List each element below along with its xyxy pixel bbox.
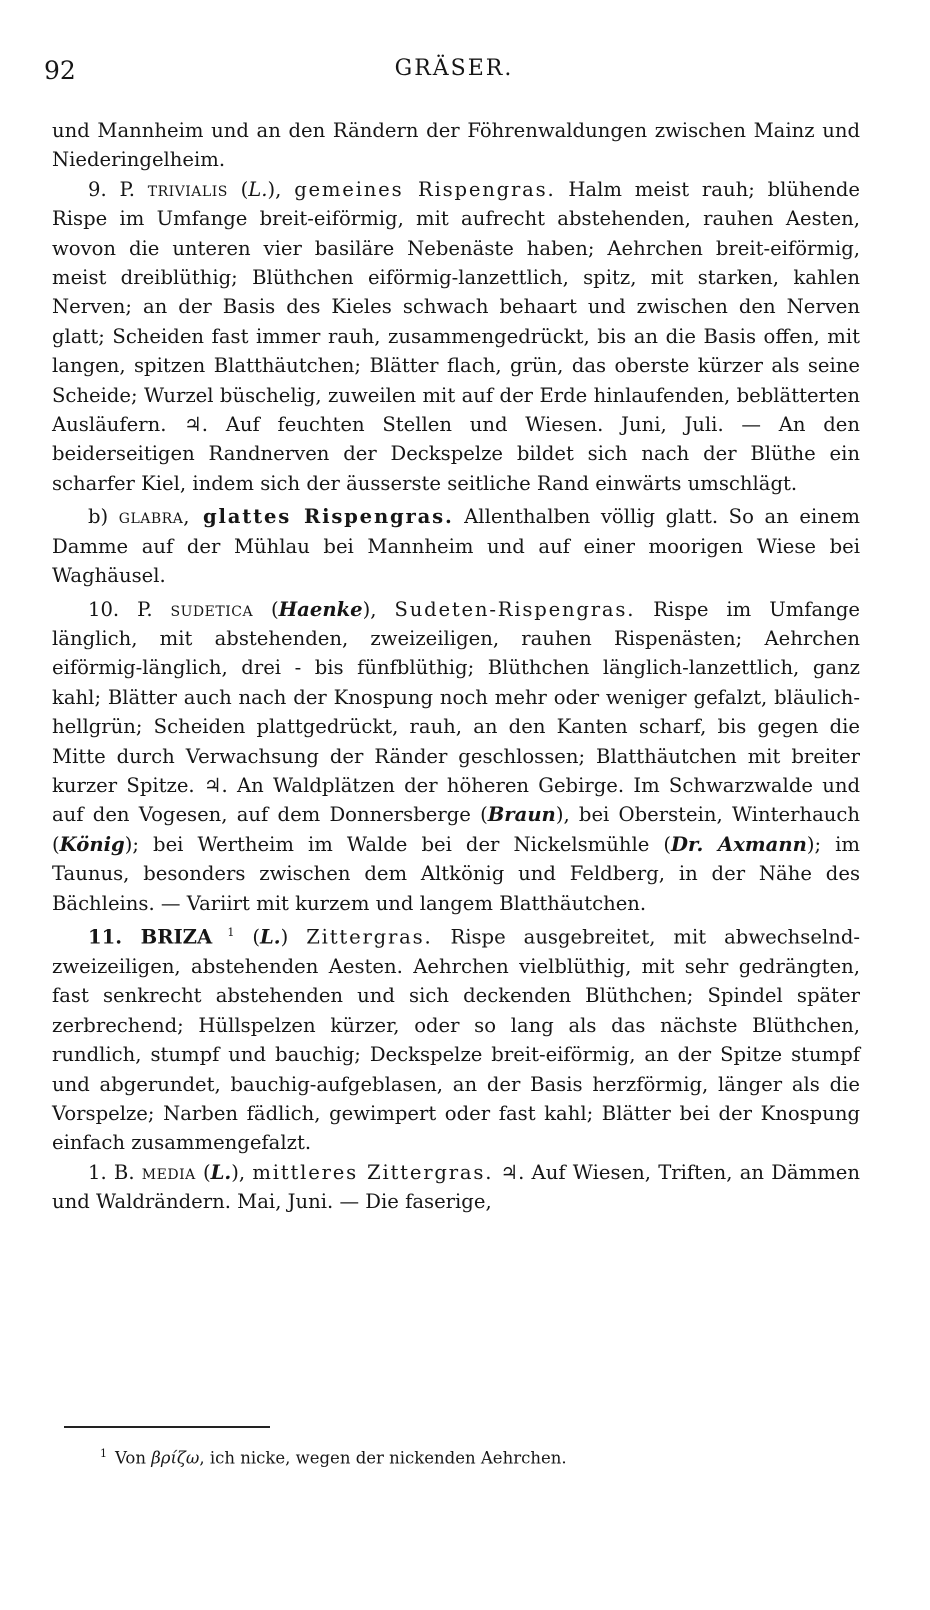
species-name: sudetica [170,597,254,621]
citation: Dr. Axmann [671,832,807,856]
description: Rispe ausgebreitet, mit abwechselnd-zweizeiligen, abstehenden Aesten. Aehrchen vielblüthig, mit sehr gedrängten, fast senkrecht abstehenden und sich deckenden Blüthchen; Spindel später zerbrechend; Hüllspelzen kürzer, oder so lang als das nächste Blüthchen, rundlich, stumpf und bauchig; Deckspelze breit-eiförmig, an der Spitze stumpf und abgerundet, bauchig-aufgeblasen, an der Basis herzförmig, länger als die Vorspelze; Narben fädlich, gewimpert oder fast kahl; Blätter bei der Knospung einfach zusammengefalzt. [52,925,860,1155]
common-name: mittleres Zittergras. [252,1160,494,1184]
variety-label: b) [88,505,119,529]
citation: König [59,832,125,856]
entry-number: 9. P. [88,177,135,201]
description: Allenthalben völlig glatt. So an einem Damme auf der Mühlau bei Mannheim und auf einer moorigen Wiese bei Waghäusel. [52,505,861,588]
description: ♃. Auf Wiesen, Triften, an Dämmen und Waldrändern. Mai, Juni. — Die faserige, [52,1160,860,1214]
footnote-divider [64,1426,270,1428]
common-name: Sudeten-Rispengras. [394,597,636,621]
footnote-reference: 1 [212,925,235,939]
running-title: GRÄSER. [394,56,514,81]
page-header [44,56,864,88]
description: Rispe im Umfange länglich, mit abstehenden, zweizeiligen, rauhen Rispenästen; Aehrchen eiförmig-länglich, drei - bis fünfblüthig; Blüthchen länglich-lanzettlich, ganz kahl; Blätter auch nach der Knospung noch mehr oder weniger gefalzt, bläulich-hellgrün; Scheiden plattgedrückt, rauh, an den Kanten scharf, bis gegen die Mitte durch Verwachsung der Ränder geschlossen; Blatthäutchen mit breiter kurzer Spitze. ♃. An Waldplätzen der höheren Gebirge. Im Schwarzwalde und auf den Vogesen, auf dem Donnersberge ( [52,597,860,827]
entry-poa-trivialis: 9. P. trivialis (L.), gemeines Rispengras. Halm meist rauh; blühende Rispe im Umfange breit-eiförmig, mit aufrecht abstehenden, rauhen Aesten, wovon die unteren vier basiläre Nebenäste haben; Aehrchen breit-eiförmig, meist dreiblüthig; Blüthchen eiförmig-lanzettlich, spitz, mit starken, kahlen Nerven; an der Basis des Kieles schwach behaart und zwischen den Nerven glatt; Scheiden fast immer rauh, zusammengedrückt, bis an die Basis offen, mit langen, spitzen Blatthäutchen; Blätter flach, grün, das oberste kürzer als seine Scheide; Wurzel büschelig, zuweilen mit auf der Erde hinlaufenden, beblätterten Ausläufern. ♃. Auf feuchten Stellen und Wiesen. Juni, Juli. — An den beiderseitigen Randnerven der Deckspelze bildet sich nach der Blüthe ein scharfer Kiel, indem sich der äusserste seitliche Rand einwärts umschlägt. [52,177,860,495]
entry-number: 1. B. [88,1160,135,1184]
footnote-mark: 1 [100,1447,107,1460]
common-name: glattes Rispengras. [190,505,454,529]
footnote: $^1$ Von βρίζω, ich nicke, wegen der nickenden Aehrchen. [100,1447,567,1468]
genus-heading: 11. BRIZA [88,925,213,949]
entry-briza-media: 1. B. media (L.), mittleres Zittergras. ♃. Auf Wiesen, Triften, an Dämmen und Waldrändern. Mai, Juni. — Die faserige, [52,1160,860,1214]
species-name: trivialis [147,177,228,201]
species-name: media [141,1160,196,1184]
common-name: gemeines Rispengras. [294,177,556,201]
page-number: 92 [44,56,76,85]
common-name: Zittergras. [306,925,433,949]
authority: Haenke [278,597,363,621]
entry-variety-glabra [52,502,860,590]
entry-number: 10. P. [88,597,153,621]
description: Halm meist rauh; blühende Rispe im Umfange breit-eiförmig, mit aufrecht abstehenden, rauhen Aesten, wovon die unteren vier basiläre Nebenäste haben; Aehrchen breit-eiförmig, meist dreiblüthig; Blüthchen eiförmig-lanzettlich, spitz, mit starken, kahlen Nerven; an der Basis des Kieles schwach behaart und zwischen den Nerven glatt; Scheiden fast immer rauh, zusammengedrückt, bis an die Basis offen, mit langen, spitzen Blatthäutchen; Blätter flach, grün, das oberste kürzer als seine Scheide; Wurzel büschelig, zuweilen mit auf der Erde hinlaufenden, beblätterten Ausläufern. ♃. Auf feuchten Stellen und Wiesen. Juni, Juli. — An den beiderseitigen Randnerven der Deckspelze bildet sich nach der Blüthe ein scharfer Kiel, indem sich der äusserste seitliche Rand einwärts umschlägt. [52,177,860,495]
paragraph-continuation [52,116,860,175]
entry-briza-genus: 11. BRIZA $^1$ (L.) Zittergras. Rispe ausgebreitet, mit abwechselnd-zweizeiligen, abstehenden Aesten. Aehrchen vielblüthig, mit sehr gedrängten, fast senkrecht abstehenden und sich deckenden Blüthchen; Spindel später zerbrechend; Hüllspelzen kürzer, oder so lang als das nächste Blüthchen, rundlich, stumpf und bauchig; Deckspelze breit-eiförmig, an der Spitze stumpf und abgerundet, bauchig-aufgeblasen, an der Basis herzförmig, länger als die Vorspelze; Narben fädlich, gewimpert oder fast kahl; Blätter bei der Knospung einfach zusammengefalzt. [52,925,860,1155]
citation: Braun [487,803,556,827]
entry-poa-sudetica: 10. P. sudetica (Haenke), Sudeten-Rispengras. Rispe im Umfange länglich, mit abstehenden, zweizeiligen, rauhen Rispenästen; Aehrchen eiförmig-länglich, drei - bis fünfblüthig; Blüthchen länglich-lanzettlich, ganz kahl; Blätter auch nach der Knospung noch mehr oder weniger gefalzt, bläulich-hellgrün; Scheiden plattgedrückt, rauh, an den Kanten scharf, bis gegen die Mitte durch Verwachsung der Ränder geschlossen; Blatthäutchen mit breiter kurzer Spitze. ♃. An Waldplätzen der höheren Gebirge. Im Schwarzwalde und auf den Vogesen, auf dem Donnersberge (Braun), bei Oberstein, Winterhauch (König); bei Wertheim im Walde bei der Nickelsmühle (Dr. Axmann); im Taunus, besonders zwischen dem Altkönig und Feldberg, in der Nähe des Bächleins. — Variirt mit kurzem und langem Blatthäutchen. [52,597,860,915]
authority: L. [260,925,281,949]
authority: L. [248,177,268,201]
variety-name: glabra, [118,505,191,529]
authority: L. [210,1160,232,1184]
paragraph-text: und Mannheim und an den Rändern der Föhrenwaldungen zwischen Mainz und Niederingelheim. [52,119,860,172]
main-text [52,116,860,1217]
greek-word: βρίζω [151,1448,200,1468]
